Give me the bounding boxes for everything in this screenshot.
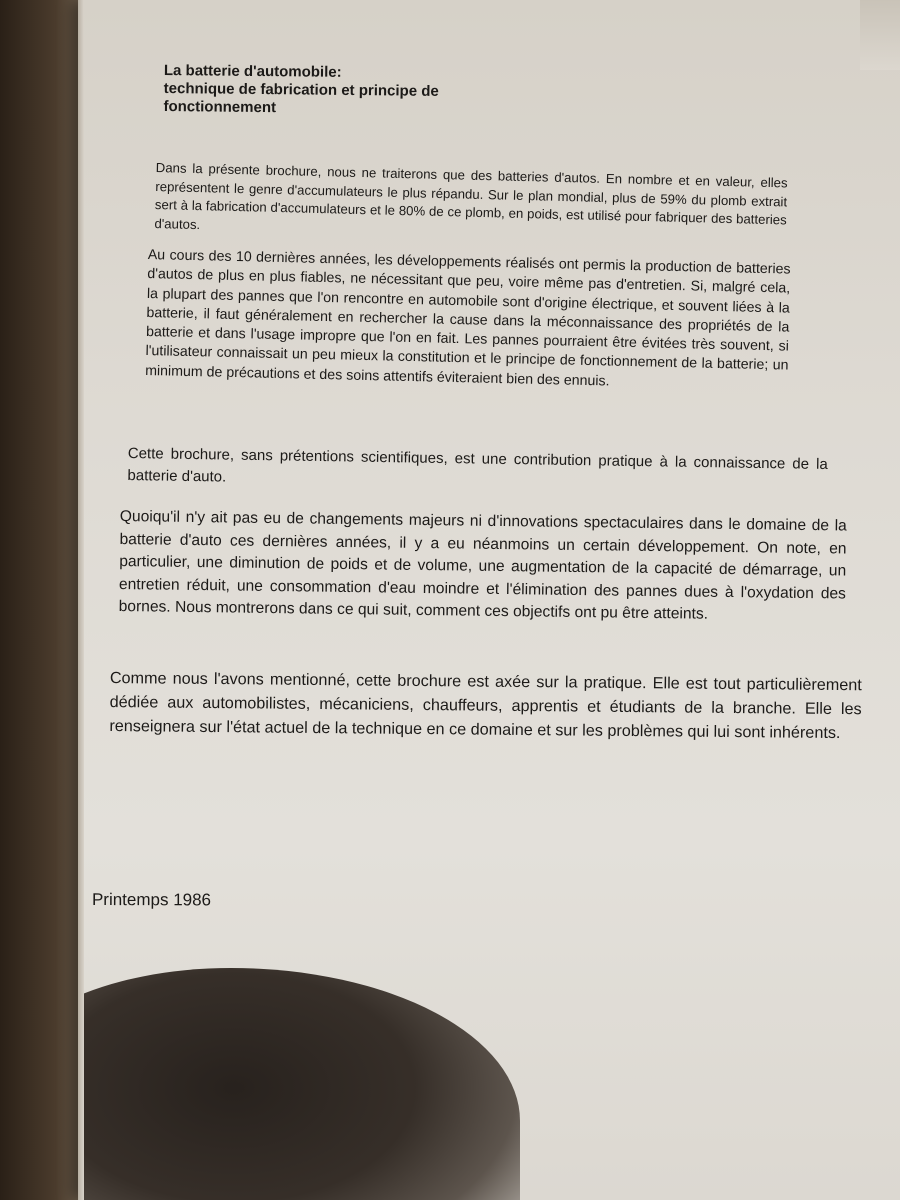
document-page	[78, 0, 900, 1200]
paragraph-5: Comme nous l'avons mentionné, cette brochure est axée sur la pratique. Elle est tout particulièrement dédiée aux automobilistes, mécaniciens, chauffeurs, apprentis et étudiants de la branche. Elle les renseignera sur l'état actuel de la technique en ce domaine et sur les problèmes qui lui sont inhérents.	[109, 669, 862, 743]
paragraph-4: Quoiqu'il n'y ait pas eu de changements majeurs ni d'innovations spectaculaires dans le domaine de la batterie d'auto ces dernières années, il y a eu néanmoins un certain développement. On note, en particulier, une diminution de poids et de volume, une augmentation de la capacité de démarrage, un entretien réduit, une consommation d'eau moindre et l'élimination des pannes dues à l'oxydation des bornes. Nous montrerons dans ce qui suit, comment ces objectifs ont pu être atteints.	[118, 507, 847, 623]
signature-date: Printemps 1986	[91, 890, 212, 910]
title-line: technique de fabrication et principe de	[163, 79, 439, 100]
title-line: fonctionnement	[163, 97, 277, 117]
title-line: La batterie d'automobile:	[163, 62, 342, 81]
paragraph-2: Au cours des 10 dernières années, les développements réalisés ont permis la production de batteries d'autos de plus en plus fiables, ne nécessitant que peu, voire même pas d'entretien. Si, malgré cela, la plupart des pannes que l'on rencontre en automobile sont d'origine électrique, et souvent liées à la batterie, il faut généralement en rechercher la cause dans la méconnaissance des propriétés de la batterie et dans l'usage impropre que l'on en fait. Les pannes pourraient être évitées très souvent, si l'utilisateur connaissait un peu mieux la constitution et le principe de fonctionnement de la batterie; un minimum de précautions et des soins attentifs éviteraient bien des ennuis.	[144, 247, 791, 390]
document-title	[163, 62, 584, 120]
paragraph-3: Cette brochure, sans prétentions scientifiques, est une contribution pratique à la connaissance de la batterie d'auto.	[127, 444, 828, 486]
page-edge	[78, 0, 84, 1200]
paragraph-1: Dans la présente brochure, nous ne traiterons que des batteries d'autos. En nombre et en valeur, elles représentent le genre d'accumulateurs le plus répandu. Sur le plan mondial, plus de 59% du plomb extrait sert à la fabrication d'accumulateurs et le 80% de ce plomb, en poids, est utilisé pour fabriquer des batteries d'autos.	[154, 160, 788, 232]
